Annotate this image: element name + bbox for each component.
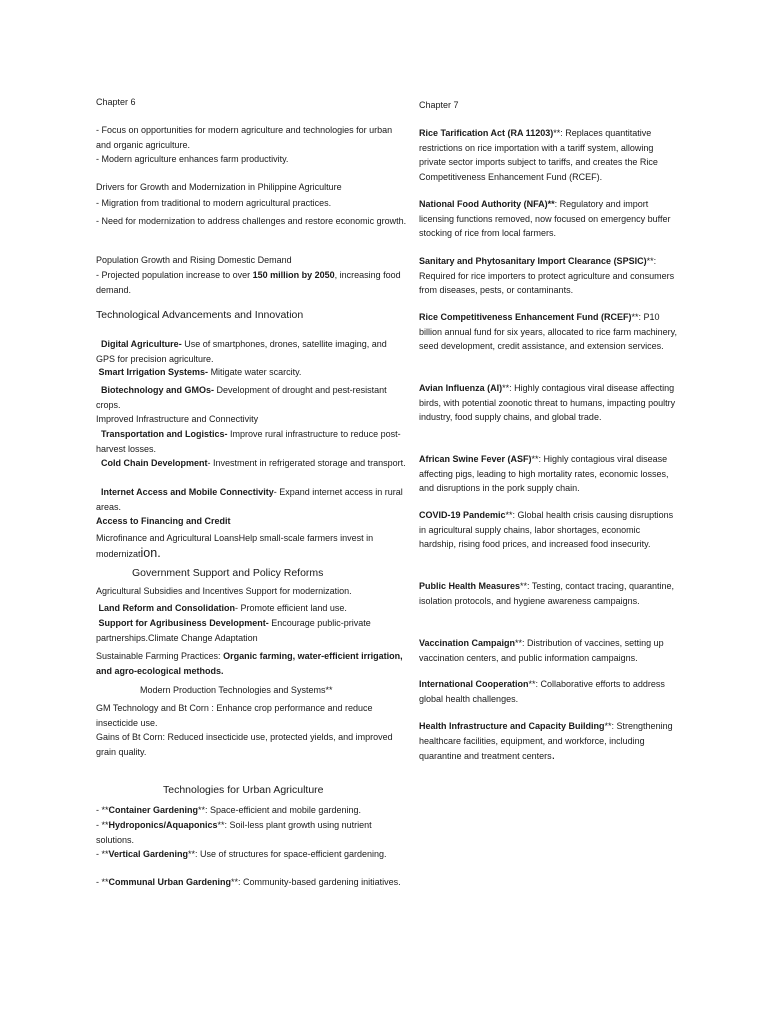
agribusiness-support: Support for Agribusiness Development- Encourage public-private partnerships.Climate Change Adaptation <box>96 618 371 643</box>
drivers-item-2: - Need for modernization to address challenges and restore economic growth. <box>96 216 407 226</box>
vaccination-campaign: Vaccination Campaign**: Distribution of vaccines, setting up vaccination centers, and public information campaigns. <box>419 638 664 663</box>
drivers-title: Drivers for Growth and Modernization in Philippine Agriculture <box>96 182 342 192</box>
avian-influenza: Avian Influenza (AI)**: Highly contagious viral disease affecting birds, with potential zoonotic threat to humans, impacting poultry industry, food supply chains, and global trade. <box>419 383 676 423</box>
covid-19: COVID-19 Pandemic**: Global health crisis causing disruptions in agricultural supply chains, labor shortages, economic hardship, rising food prices, and increased food insecurity. <box>419 510 674 550</box>
population-text: - Projected population increase to over 150 million by 2050, increasing food demand. <box>96 270 401 295</box>
transport-logistics: Transportation and Logistics- Improve rural infrastructure to reduce post-harvest losses. <box>96 429 401 454</box>
sustainable-farming: Sustainable Farming Practices: Organic farming, water-efficient irrigation, and agro-ecological methods. <box>96 651 403 676</box>
gm-technology: GM Technology and Bt Corn : Enhance crop performance and reduce insecticide use. <box>96 703 373 728</box>
nfa: National Food Authority (NFA)**: Regulatory and import licensing functions removed, now focused on emergency buffer stocking of rice from local farmers. <box>419 199 671 239</box>
hydroponics: - **Hydroponics/Aquaponics**: Soil-less plant growth using nutrient solutions. <box>96 820 372 845</box>
drivers-item-1: - Migration from traditional to modern agricultural practices. <box>96 198 332 208</box>
urban-heading: Technologies for Urban Agriculture <box>163 784 324 796</box>
public-health-measures: Public Health Measures**: Testing, contact tracing, quarantine, isolation protocols, and hygiene awareness campaigns. <box>419 581 674 606</box>
digital-agriculture: Digital Agriculture- Use of smartphones, drones, satellite imaging, and GPS for precision agriculture. <box>96 339 387 364</box>
cold-chain: Cold Chain Development- Investment in refrigerated storage and transport. <box>101 458 406 468</box>
chapter-6-title: Chapter 6 <box>96 97 136 107</box>
rice-tarification: Rice Tarification Act (RA 11203)**: Replaces quantitative restrictions on rice importation with a tariff system, allowing private sector imports subject to tariffs, and creates the Rice Competitiveness Enhancement Fund (RCEF). <box>419 128 658 182</box>
communal-gardening: - **Communal Urban Gardening**: Community-based gardening initiatives. <box>96 877 401 887</box>
chapter-7-title: Chapter 7 <box>419 100 459 110</box>
vertical-gardening: - **Vertical Gardening**: Use of structures for space-efficient gardening. <box>96 849 387 859</box>
spsic: Sanitary and Phytosanitary Import Clearance (SPSIC)**: Required for rice importers to protect agriculture and consumers from diseases, pests, or contaminants. <box>419 256 675 296</box>
health-infrastructure: Health Infrastructure and Capacity Building**: Strengthening healthcare facilities, equipment, and workforce, including quarantine and treatment centers. <box>419 721 673 763</box>
international-cooperation: International Cooperation**: Collaborative efforts to address global health challenges. <box>419 679 665 704</box>
smart-irrigation: Smart Irrigation Systems- Mitigate water scarcity. <box>98 367 302 377</box>
finance-title: Access to Financing and Credit <box>96 516 231 526</box>
rcef: Rice Competitiveness Enhancement Fund (RCEF)**: P10 billion annual fund for six years, allocated to rice farm machinery, seed development, credit assistance, and extension services. <box>419 312 677 352</box>
tech-heading: Technological Advancements and Innovation <box>96 309 304 321</box>
internet-access: Internet Access and Mobile Connectivity- Expand internet access in rural areas. <box>96 487 403 512</box>
infrastructure-title: Improved Infrastructure and Connectivity <box>96 414 259 424</box>
government-heading: Government Support and Policy Reforms <box>132 567 324 579</box>
population-title: Population Growth and Rising Domestic Demand <box>96 255 292 265</box>
land-reform: Land Reform and Consolidation- Promote efficient land use. <box>98 603 347 613</box>
subsidies-text: Agricultural Subsidies and Incentives Support for modernization. <box>96 586 352 596</box>
focus-line-1: - Focus on opportunities for modern agriculture and technologies for urban and organic agriculture. <box>96 125 393 150</box>
african-swine-fever: African Swine Fever (ASF)**: Highly contagious viral disease affecting pigs, leading to high mortality rates, economic losses, and disruptions in the pork supply chain. <box>419 454 669 494</box>
bt-corn-gains: Gains of Bt Corn: Reduced insecticide use, protected yields, and improved grain quality. <box>96 732 393 757</box>
modern-production-heading: Modern Production Technologies and Systems** <box>140 685 333 695</box>
biotech-gmos: Biotechnology and GMOs- Development of drought and pest-resistant crops. <box>96 385 387 410</box>
container-gardening: - **Container Gardening**: Space-efficient and mobile gardening. <box>96 805 361 815</box>
microfinance-text: Microfinance and Agricultural LoansHelp small-scale farmers invest in modernization. <box>96 533 374 560</box>
focus-line-2: - Modern agriculture enhances farm productivity. <box>96 154 289 164</box>
